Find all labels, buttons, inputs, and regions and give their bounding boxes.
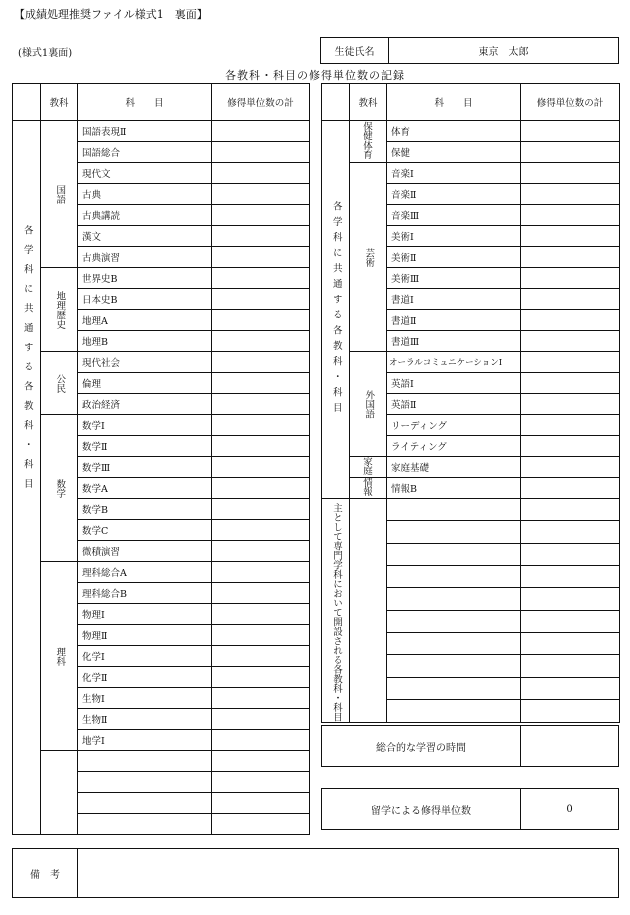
kyoka-gaikokugo: 外国語 (350, 352, 387, 457)
kyoka-geijutsu: 芸術 (350, 163, 387, 352)
units-cell[interactable] (212, 226, 310, 247)
kyoka-blank[interactable] (41, 751, 78, 835)
subject-name: 体育 (387, 121, 521, 142)
units-cell[interactable] (521, 415, 620, 436)
units-cell[interactable] (521, 247, 620, 268)
header-units: 修得単位数の計 (521, 84, 620, 121)
right-credits-table (321, 83, 620, 723)
kyoka-chireki: 地理歴史 (41, 268, 78, 352)
remarks-table (12, 848, 619, 898)
units-cell[interactable] (521, 205, 620, 226)
units-cell[interactable] (212, 562, 310, 583)
subject-name: 音楽Ⅰ (387, 163, 521, 184)
units-cell[interactable] (521, 331, 620, 352)
subject-name: 英語Ⅱ (387, 394, 521, 415)
units-cell[interactable] (212, 667, 310, 688)
units-cell[interactable] (212, 478, 310, 499)
subject-name: 物理Ⅰ (78, 604, 212, 625)
units-cell[interactable] (521, 121, 620, 142)
blank-subject[interactable] (387, 588, 521, 610)
subject-name: 英語Ⅰ (387, 373, 521, 394)
subject-name: 美術Ⅱ (387, 247, 521, 268)
subject-name: 数学Ⅲ (78, 457, 212, 478)
units-cell[interactable] (212, 751, 310, 772)
kyoka-kokugo: 国語 (41, 121, 78, 268)
group-senmon: 主として専門学科において開設される各教科・科目 (322, 499, 350, 723)
subject-name: 微積演習 (78, 541, 212, 562)
header-kamoku: 科 目 (78, 84, 212, 121)
subject-name: 倫理 (78, 373, 212, 394)
subject-name: 生物Ⅰ (78, 688, 212, 709)
blank-subject[interactable] (78, 751, 212, 772)
blank-subject[interactable] (387, 700, 521, 722)
subject-name: 日本史B (78, 289, 212, 310)
units-cell[interactable] (521, 436, 620, 457)
units-cell[interactable] (521, 142, 620, 163)
subject-name: 数学Ⅱ (78, 436, 212, 457)
units-cell[interactable] (212, 688, 310, 709)
blank-subject[interactable] (78, 772, 212, 793)
subject-name: ライティング (387, 436, 521, 457)
units-cell[interactable] (212, 121, 310, 142)
student-name-value[interactable]: 東京 太郎 (389, 38, 619, 64)
units-cell[interactable] (521, 226, 620, 247)
subject-name: 地学Ⅰ (78, 730, 212, 751)
units-cell[interactable] (521, 655, 620, 677)
kyoka-rika: 理科 (41, 562, 78, 751)
subject-name: リーディング (387, 415, 521, 436)
blank-subject[interactable] (387, 543, 521, 565)
subject-name: 化学Ⅰ (78, 646, 212, 667)
header-kyoka: 教科 (41, 84, 78, 121)
units-cell[interactable] (521, 478, 620, 499)
units-cell[interactable] (521, 184, 620, 205)
blank-subject[interactable] (78, 793, 212, 814)
units-cell[interactable] (212, 772, 310, 793)
section-title: 各教科・科目の修得単位数の記録 (225, 69, 405, 82)
units-cell[interactable] (212, 373, 310, 394)
units-cell[interactable] (212, 247, 310, 268)
units-cell[interactable] (212, 289, 310, 310)
kyoka-komin: 公民 (41, 352, 78, 415)
student-name-table (320, 37, 619, 64)
units-cell[interactable] (521, 566, 620, 588)
blank-subject[interactable] (387, 566, 521, 588)
subject-name: 古典講読 (78, 205, 212, 226)
subject-name: 書道Ⅰ (387, 289, 521, 310)
integrated-study-label: 総合的な学習の時間 (322, 726, 521, 767)
subject-name: 政治経済 (78, 394, 212, 415)
form-subtitle: (様式1裏面) (18, 48, 73, 59)
units-cell[interactable] (212, 646, 310, 667)
subject-name: 生物Ⅱ (78, 709, 212, 730)
units-cell[interactable] (521, 633, 620, 655)
units-cell[interactable] (212, 352, 310, 373)
units-cell[interactable] (521, 457, 620, 478)
units-cell[interactable] (212, 625, 310, 646)
subject-name: 地理B (78, 331, 212, 352)
study-abroad-value[interactable]: 0 (521, 789, 619, 830)
remarks-label: 備 考 (13, 849, 78, 898)
units-cell[interactable] (212, 541, 310, 562)
subject-name: 古典 (78, 184, 212, 205)
header-kyoka: 教科 (350, 84, 387, 121)
subject-name: 家庭基礎 (387, 457, 521, 478)
subject-name: 理科総合B (78, 583, 212, 604)
units-cell[interactable] (212, 415, 310, 436)
subject-name: 国語表現Ⅱ (78, 121, 212, 142)
remarks-value[interactable] (78, 849, 619, 898)
units-cell[interactable] (521, 543, 620, 565)
units-cell[interactable] (521, 588, 620, 610)
units-cell[interactable] (212, 436, 310, 457)
subject-name: 書道Ⅱ (387, 310, 521, 331)
subject-name: 物理Ⅱ (78, 625, 212, 646)
subject-name: 理科総合A (78, 562, 212, 583)
units-cell[interactable] (521, 700, 620, 722)
kyoka-joho: 情報 (350, 478, 387, 499)
units-cell[interactable] (212, 205, 310, 226)
units-cell[interactable] (212, 793, 310, 814)
subject-name: 情報B (387, 478, 521, 499)
units-cell[interactable] (521, 677, 620, 699)
subject-name: 国語総合 (78, 142, 212, 163)
blank-subject[interactable] (387, 610, 521, 632)
units-cell[interactable] (212, 163, 310, 184)
subject-name: 美術Ⅲ (387, 268, 521, 289)
header-blank (322, 84, 350, 121)
blank-subject[interactable] (387, 677, 521, 699)
subject-name: 数学A (78, 478, 212, 499)
units-cell[interactable] (212, 709, 310, 730)
units-cell[interactable] (212, 457, 310, 478)
units-cell[interactable] (212, 184, 310, 205)
units-cell[interactable] (521, 610, 620, 632)
units-cell[interactable] (212, 814, 310, 835)
units-cell[interactable] (212, 331, 310, 352)
integrated-study-table (321, 725, 619, 767)
subject-name: 現代文 (78, 163, 212, 184)
subject-name: 保健 (387, 142, 521, 163)
kyoka-senmon-blank[interactable] (350, 499, 387, 723)
subject-name: 美術Ⅰ (387, 226, 521, 247)
subject-name: 数学B (78, 499, 212, 520)
left-credits-table (12, 83, 310, 835)
units-cell[interactable] (212, 394, 310, 415)
subject-name: 音楽Ⅱ (387, 184, 521, 205)
kyoka-katei: 家庭 (350, 457, 387, 478)
subject-name: 音楽Ⅲ (387, 205, 521, 226)
units-cell[interactable] (521, 373, 620, 394)
subject-name: 現代社会 (78, 352, 212, 373)
units-cell[interactable] (212, 142, 310, 163)
subject-name: 地理A (78, 310, 212, 331)
units-cell[interactable] (212, 520, 310, 541)
units-cell[interactable] (212, 730, 310, 751)
blank-subject[interactable] (78, 814, 212, 835)
subject-name: 化学Ⅱ (78, 667, 212, 688)
group-common-right: 各学科に共通する各教科・科目 (322, 121, 350, 499)
units-cell[interactable] (212, 310, 310, 331)
student-name-label: 生徒氏名 (321, 38, 389, 64)
subject-name: 書道Ⅲ (387, 331, 521, 352)
document-title: 【成績処理推奨ファイル様式1 裏面】 (14, 8, 208, 21)
units-cell[interactable] (212, 499, 310, 520)
header-blank (13, 84, 41, 121)
units-cell[interactable] (521, 352, 620, 373)
units-cell[interactable] (521, 521, 620, 543)
subject-name: 古典演習 (78, 247, 212, 268)
units-cell[interactable] (521, 163, 620, 184)
study-abroad-label: 留学による修得単位数 (322, 789, 521, 830)
blank-subject[interactable] (387, 655, 521, 677)
units-cell[interactable] (521, 499, 620, 521)
kyoka-sugaku: 数学 (41, 415, 78, 562)
units-cell[interactable] (212, 583, 310, 604)
header-kamoku: 科 目 (387, 84, 521, 121)
study-abroad-table (321, 788, 619, 830)
integrated-study-value[interactable] (521, 726, 619, 767)
header-units: 修得単位数の計 (212, 84, 310, 121)
blank-subject[interactable] (387, 633, 521, 655)
units-cell[interactable] (521, 310, 620, 331)
subject-name: オーラルコミュニケーションⅠ (387, 352, 521, 373)
units-cell[interactable] (521, 268, 620, 289)
subject-name: 世界史B (78, 268, 212, 289)
blank-subject[interactable] (387, 521, 521, 543)
subject-name: 数学C (78, 520, 212, 541)
units-cell[interactable] (521, 394, 620, 415)
units-cell[interactable] (212, 604, 310, 625)
subject-name: 数学Ⅰ (78, 415, 212, 436)
units-cell[interactable] (212, 268, 310, 289)
kyoka-hoken: 保健体育 (350, 121, 387, 163)
subject-name: 漢文 (78, 226, 212, 247)
blank-subject[interactable] (387, 499, 521, 521)
units-cell[interactable] (521, 289, 620, 310)
group-common-left: 各学科に共通する各教科・科目 (13, 121, 41, 835)
